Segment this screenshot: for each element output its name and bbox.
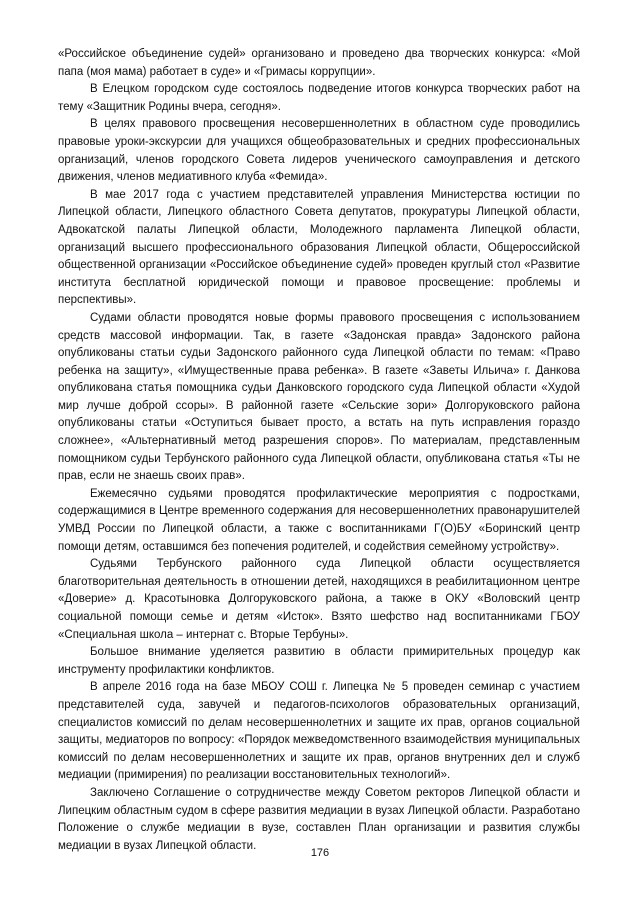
document-body (58, 46, 580, 855)
paragraph-9: В апреле 2016 года на базе МБОУ СОШ г. Липецка № 5 проведен семинар с участием представителей суда, завучей и педагогов-психологов образовательных организаций, специалистов комиссий по делам несовершеннолетних и защите их прав, органов социальной защиты, медиаторов по вопросу: «Порядок межведомственного взаимодействия муниципальных комиссий по делам несовершеннолетних и защите их прав, органов внутренних дел и служб медиации (примирения) по реализации восстановительных технологий». (58, 681, 580, 782)
paragraph-6: Ежемесячно судьями проводятся профилактические мероприятия с подростками, содержащимися в Центре временного содержания для несовершеннолетних правонарушителей УМВД России по Липецкой области, а также с воспитанниками Г(О)БУ «Боринский центр помощи детям, оставшимся без попечения родителей, и содействия семейному устройству». (58, 487, 580, 553)
page-number: 176 (310, 847, 330, 859)
paragraph-8: Большое внимание уделяется развитию в области примирительных процедур как инструменту профилактики конфликтов. (58, 646, 580, 676)
paragraph-3: В целях правового просвещения несовершеннолетних в областном суде проводились правовые уроки-экскурсии для учащихся общеобразовательных и средних профессиональных организаций, членов городского Совета лидеров ученического самоуправления и детского движения, членов медиативного клуба «Фемида». (58, 118, 580, 184)
paragraph-7: Судьями Тербунского районного суда Липецкой области осуществляется благотворительная деятельность в отношении детей, находящихся в реабилитационном центре «Доверие» д. Красотыновка Долгоруковского района, а также в ОКУ «Воловский центр социальной помощи семье и детям «Исток». Взято шефство над воспитанниками ГБОУ «Специальная школа – интернат с. Вторые Тербуны». (58, 558, 580, 641)
paragraph-4: В мае 2017 года с участием представителей управления Министерства юстиции по Липецкой области, Липецкого областного Совета депутатов, прокуратуры Липецкой области, Адвокатской палаты Липецкой области, Молодежного парламента Липецкой области, организаций высшего профессионального образования Липецкой области, Общероссийской общественной организации «Российское объединение судей» проведен круглый стол «Развитие института бесплатной юридической помощи и правовое просвещение: проблемы и перспективы». (58, 188, 580, 307)
paragraph-2: В Елецком городском суде состоялось подведение итогов конкурса творческих работ на тему «Защитник Родины вчера, сегодня». (58, 83, 580, 113)
paragraph-10: Заключено Соглашение о сотрудничестве между Советом ректоров Липецкой области и Липецким областным судом в сфере развития медиации в вузах Липецкой области. Разработано Положение о службе медиации в вузе, составлен План организации и развития службы медиации в вузах Липецкой области. (58, 786, 580, 852)
paragraph-5: Судами области проводятся новые формы правового просвещения с использованием средств массовой информации. Так, в газете «Задонская правда» Задонского района опубликованы статьи судьи Задонского районного суда Липецкой области по темам: «Право ребенка на защиту», «Имущественные права ребенка». В газете «Заветы Ильича» г. Данкова опубликована статья помощника судьи Данковского городского суда Липецкой области «Худой мир лучше доброй ссоры». В районной газете «Сельские зори» Долгоруковского района опубликованы статьи «Оступиться бывает просто, а встать на путь исправления гораздо сложнее», «Альтернативный метод разрешения споров». По материалам, представленным помощником судьи Тербунского районного суда Липецкой области, опубликована статья «Ты не прав, если не знаешь своих прав». (58, 311, 580, 483)
paragraph-1: «Российское объединение судей» организовано и проведено два творческих конкурса: «Мой папа (моя мама) работает в суде» и «Гримасы коррупции». (58, 48, 580, 78)
